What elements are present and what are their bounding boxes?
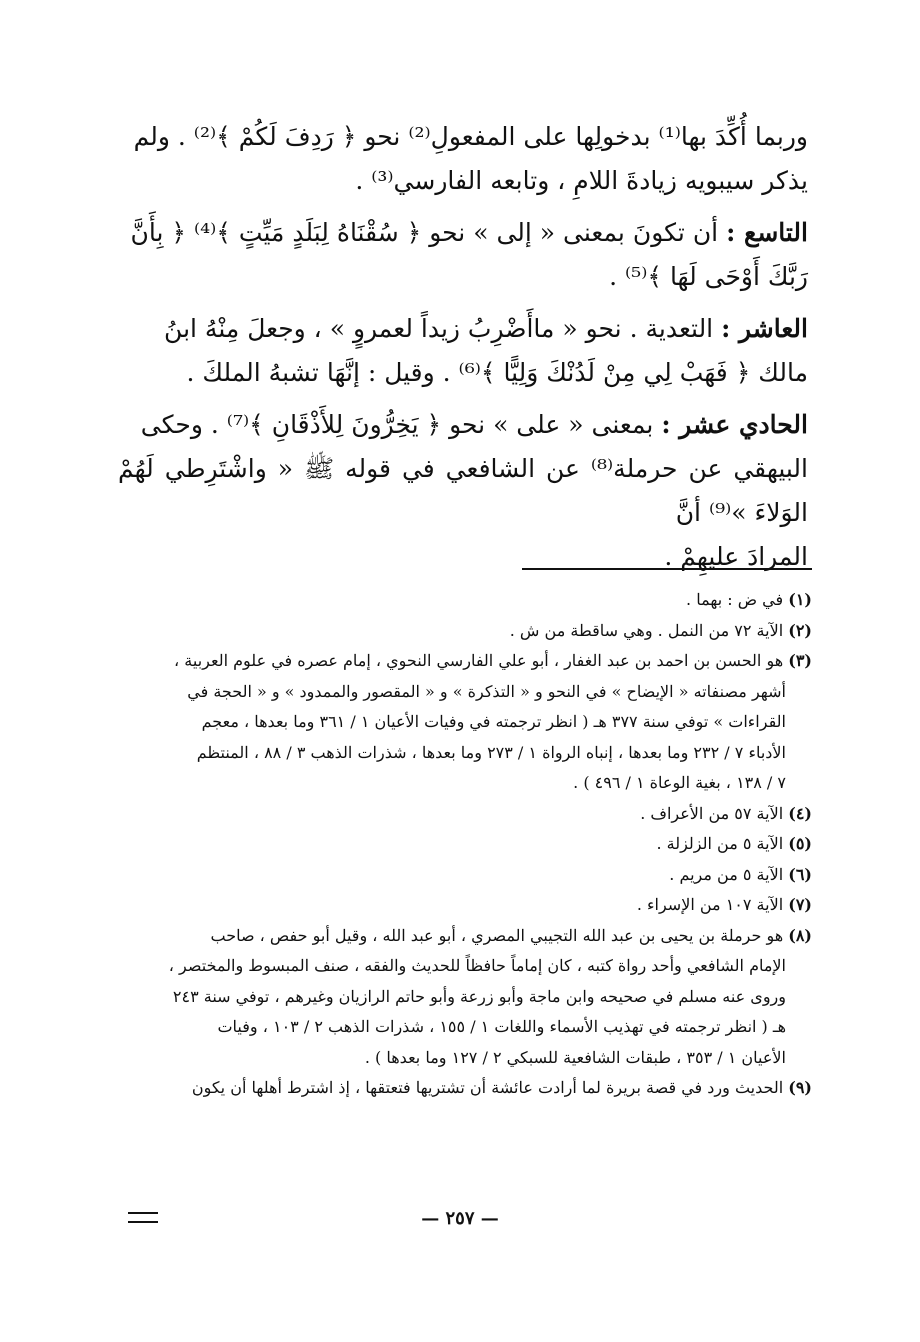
footnote-text: الآية ١٠٧ من الإسراء . (636, 895, 784, 914)
footnote-number: (٩) (788, 1078, 812, 1097)
paragraph-line: يذكر سيبويه زيادةَ اللامِ ، وتابعه الفارسي⁽³⁾ . (355, 166, 808, 195)
footnote-1 (122, 585, 812, 616)
footnote-separator (522, 568, 812, 570)
footnote-9 (122, 1073, 812, 1104)
footnote-text: الحديث ورد في قصة بريرة لما أرادت عائشة أن تشتريها فتعتقها ، إذ اشترط أهلها أن يكون (191, 1078, 784, 1097)
page-number: — ٢٥٧ — (421, 1208, 499, 1229)
footnote-text: هـ ( انظر ترجمته في تهذيب الأسماء واللغات ١ / ١٥٥ ، شذرات الذهب ٢ / ١٠٣ ، وفيات (217, 1017, 786, 1036)
main-text (118, 115, 808, 587)
paragraph-line: رَبَّكَ أَوْحَى لَهَا ﴾⁽⁵⁾ . (609, 262, 808, 291)
footnote-7 (122, 890, 812, 921)
paragraph-lead: العاشر : (721, 314, 808, 343)
footnote-number: (٦) (788, 864, 812, 884)
footnote-number: (٤) (788, 803, 812, 823)
footnote-text: الأعيان ١ / ٣٥٣ ، طبقات الشافعية للسبكي ٢ / ١٢٧ وما بعدها ) . (364, 1047, 786, 1067)
paragraph-line: التعدية . نحو « ماأَضْرِبُ زيداً لعمروٍ » ، وجعلَ مِنْهُ ابنُ (164, 314, 722, 343)
footnote-text: الإمام الشافعي وأحد رواة كتبه ، كان إماماً حافظاً للحديث والفقه ، صنف المبسوط والمختصر ، (168, 956, 786, 975)
footnote-number: (١) (788, 590, 812, 609)
continuation-mark (128, 1212, 158, 1223)
footnote-4 (122, 799, 812, 830)
paragraph-line: البيهقي عن حرملة⁽⁸⁾ عن الشافعي في قوله ﷺ « واشْتَرِطي لَهُمْ الوَلاءَ »⁽⁹⁾ أنَّ (118, 454, 808, 527)
footnote-number: (٨) (788, 925, 812, 945)
paragraph-line: وربما أُكِّدَ بها⁽¹⁾ بدخولِها على المفعولِ⁽²⁾ نحو ﴿ رَدِفَ لَكُمْ ﴾⁽²⁾ . ولم (133, 122, 808, 151)
footnote-3 (122, 646, 812, 799)
paragraph-line: بمعنى « على » نحو ﴿ يَخِرُّونَ لِلأَذْقَانِ ﴾⁽⁷⁾ . وحكى (140, 410, 662, 439)
footnote-text: القراءات » توفي سنة ٣٧٧ هـ ( انظر ترجمته في وفيات الأعيان ١ / ٣٦١ وما بعدها ، معجم (201, 712, 786, 731)
footnote-5 (122, 829, 812, 860)
paragraph-line: أن تكونَ بمعنى « إلى » نحو ﴿ سُقْنَاهُ لِبَلَدٍ مَيِّتٍ ﴾⁽⁴⁾ ﴿ بِأَنَّ (130, 218, 727, 247)
footnote-text: ٧ / ١٣٨ ، بغية الوعاة ١ / ٤٩٦ ) . (573, 773, 786, 792)
footnote-number: (٣) (788, 651, 812, 670)
footnote-6 (122, 860, 812, 891)
footnote-text: هو حرملة بن يحيى بن عبد الله التجيبي المصري ، أبو عبد الله ، وقيل أبو حفص ، صاحب (210, 925, 784, 945)
paragraph-4 (118, 403, 808, 579)
footnote-text: الآية ٧٢ من النمل . وهي ساقطة من ش . (509, 620, 784, 640)
footnote-text: الآية ٥ من مريم . (669, 864, 784, 884)
footnote-2 (122, 616, 812, 647)
paragraph-lead: الحادي عشر : (661, 410, 808, 439)
footnote-text: الأدباء ٧ / ٢٣٢ وما بعدها ، إنباه الرواة ١ / ٢٧٣ وما بعدها ، شذرات الذهب ٣ / ٨٨ ، المنتظم (196, 742, 786, 762)
footnote-text: الآية ٥ من الزلزلة . (656, 834, 784, 853)
footnote-text: هو الحسن بن احمد بن عبد الغفار ، أبو علي الفارسي النحوي ، إمام عصره في علوم العربية ، (174, 651, 784, 670)
footnote-number: (٥) (788, 834, 812, 853)
footnote-text: في ض : بهما . (686, 590, 784, 609)
paragraph-line: المرادَ عليهِمْ . (664, 542, 808, 571)
paragraph-2 (118, 211, 808, 299)
paragraph-3 (118, 307, 808, 395)
footnotes (122, 585, 812, 1104)
footnote-text: أشهر مصنفاته « الإيضاح » في النحو و « التذكرة » و « المقصور والممدود » و « الحجة في (187, 681, 786, 701)
footnote-number: (٢) (788, 620, 812, 640)
footnote-text: الآية ٥٧ من الأعراف . (640, 803, 784, 823)
paragraph-1 (118, 115, 808, 203)
footnote-number: (٧) (788, 895, 812, 914)
footnote-text: وروى عنه مسلم في صحيحه وابن ماجة وأبو زرعة وأبو حاتم الرازيان وغيرهم ، توفي سنة ٢٤٣ (172, 986, 786, 1006)
footnote-8 (122, 921, 812, 1074)
paragraph-line: مالك ﴿ فَهَبْ لِي مِنْ لَدُنْكَ وَلِيًّا ﴾⁽⁶⁾ . وقيل : إنَّهَا تشبهُ الملكَ . (186, 358, 808, 387)
paragraph-lead: التاسع : (726, 218, 808, 247)
